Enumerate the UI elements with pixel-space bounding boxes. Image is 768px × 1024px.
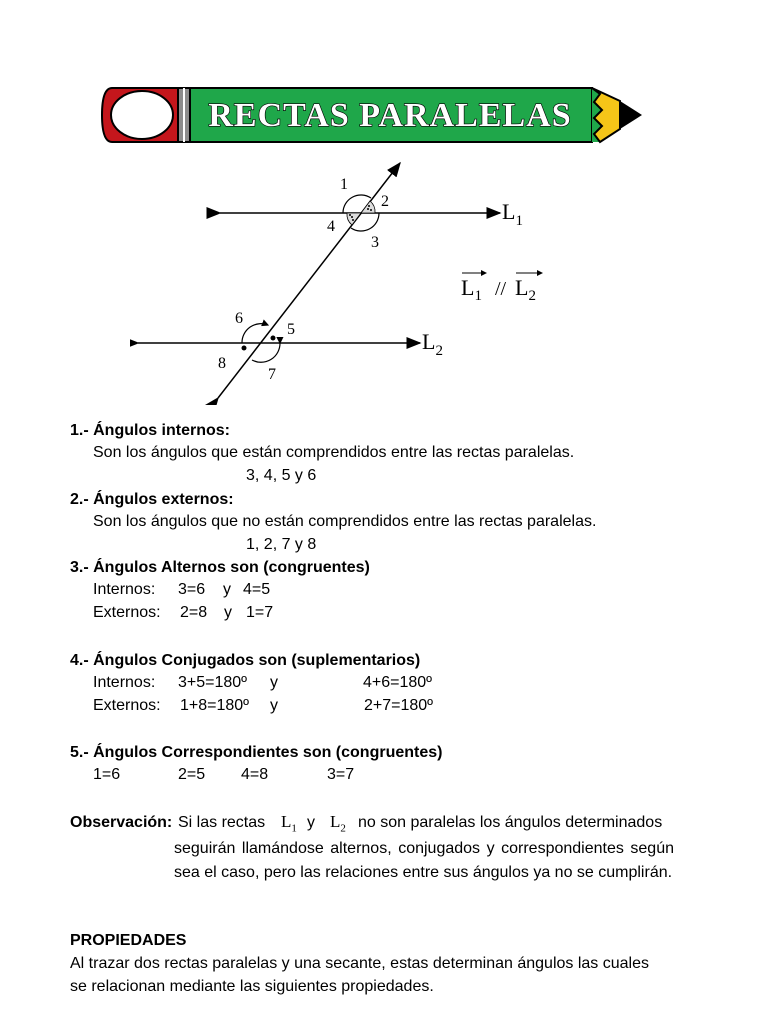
angle-arc-7 (252, 343, 280, 362)
values-externos: 1, 2, 7 y 8 (246, 536, 317, 553)
parallel-lines-figure (130, 155, 560, 405)
alternos-row1-a: 3=6 (178, 581, 206, 598)
conjugados-row1-a: 3+5=180º (178, 674, 248, 691)
heading-alternos: 3.- Ángulos Alternos son (congruentes) (70, 559, 370, 576)
heading-externos: 2.- Ángulos externos: (70, 491, 234, 508)
heading-conjugados: 4.- Ángulos Conjugados son (suplementarios) (70, 652, 421, 669)
correspondientes-pair-4: 3=7 (327, 766, 355, 783)
heading-internos: 1.- Ángulos internos: (70, 422, 230, 439)
angle-label-8: 8 (218, 355, 226, 372)
transversal-line (218, 163, 400, 398)
correspondientes-pair-2: 2=5 (178, 766, 206, 783)
correspondientes-pair-3: 4=8 (241, 766, 269, 783)
angle-label-5: 5 (287, 321, 295, 338)
correspondientes-pair-1: 1=6 (93, 766, 121, 783)
conjugados-row1-label: Internos: (93, 674, 156, 691)
alternos-row2-a: 2=8 (180, 604, 208, 621)
conjugados-row2-label: Externos: (93, 697, 161, 714)
angle-label-2: 2 (381, 193, 389, 210)
line-l2-label: $L_2$ (422, 329, 443, 359)
angle-arc-6 (242, 324, 268, 343)
angle-shade-2 (361, 201, 375, 213)
angle-label-7: 7 (268, 366, 276, 383)
svg-text:L2: $L_2$ (515, 275, 536, 304)
pencil-lead (620, 101, 642, 129)
banner-title: RECTAS PARALELAS (208, 97, 572, 134)
heading-correspondientes: 5.- Ángulos Correspondientes son (congruentes) (70, 744, 443, 761)
conjugados-row2-a: 1+8=180º (180, 697, 250, 714)
conjugados-row2-b: 2+7=180º (364, 697, 434, 714)
observacion-l1: $L_1$ (281, 812, 297, 835)
svg-text:L1: $L_1$ (461, 275, 482, 304)
propiedades-line-2: se relacionan mediante las siguientes propiedades. (70, 978, 434, 995)
alternos-row1-y: y (223, 581, 231, 598)
angle-label-6: 6 (235, 310, 243, 327)
angle-label-4: 4 (327, 218, 335, 235)
propiedades-line-1: Al trazar dos rectas paralelas y una secante, estas determinan ángulos las cuales (70, 955, 649, 972)
observacion-body: seguirán llamándose alternos, conjugados y correspondientes según sea el caso, pero las relaciones entre sus ángulos ya no se cumplirán. (174, 840, 674, 881)
conjugados-row2-y: y (270, 697, 278, 714)
alternos-row1-label: Internos: (93, 581, 156, 598)
svg-text://: // (495, 278, 507, 300)
conjugados-row1-b: 4+6=180º (363, 674, 433, 691)
conjugados-row1-y: y (270, 674, 278, 691)
observacion-l2: $L_2$ (330, 812, 346, 835)
observacion-pre: Si las rectas (178, 814, 266, 831)
angle-dot-5 (271, 336, 276, 341)
angle-label-3: 3 (371, 234, 379, 251)
heading-propiedades: PROPIEDADES (70, 932, 187, 949)
text-externos: Son los ángulos que no están comprendidos entre las rectas paralelas. (93, 513, 597, 530)
alternos-row1-b: 4=5 (243, 581, 271, 598)
parallel-notation (461, 273, 542, 304)
values-internos: 3, 4, 5 y 6 (246, 467, 317, 484)
alternos-row2-b: 1=7 (246, 604, 274, 621)
line-l1-label: $L_1$ (502, 199, 523, 229)
eraser-oval (111, 91, 173, 139)
angle-dot-8 (242, 346, 247, 351)
text-internos: Son los ángulos que están comprendidos entre las rectas paralelas. (93, 444, 575, 461)
observacion-y: y (307, 814, 315, 831)
observacion-label: Observación: (70, 814, 173, 831)
alternos-row2-label: Externos: (93, 604, 161, 621)
angle-label-1: 1 (340, 176, 348, 193)
observacion-post: no son paralelas los ángulos determinados (358, 814, 663, 831)
title-banner-pencil (100, 84, 645, 146)
alternos-row2-y: y (224, 604, 232, 621)
